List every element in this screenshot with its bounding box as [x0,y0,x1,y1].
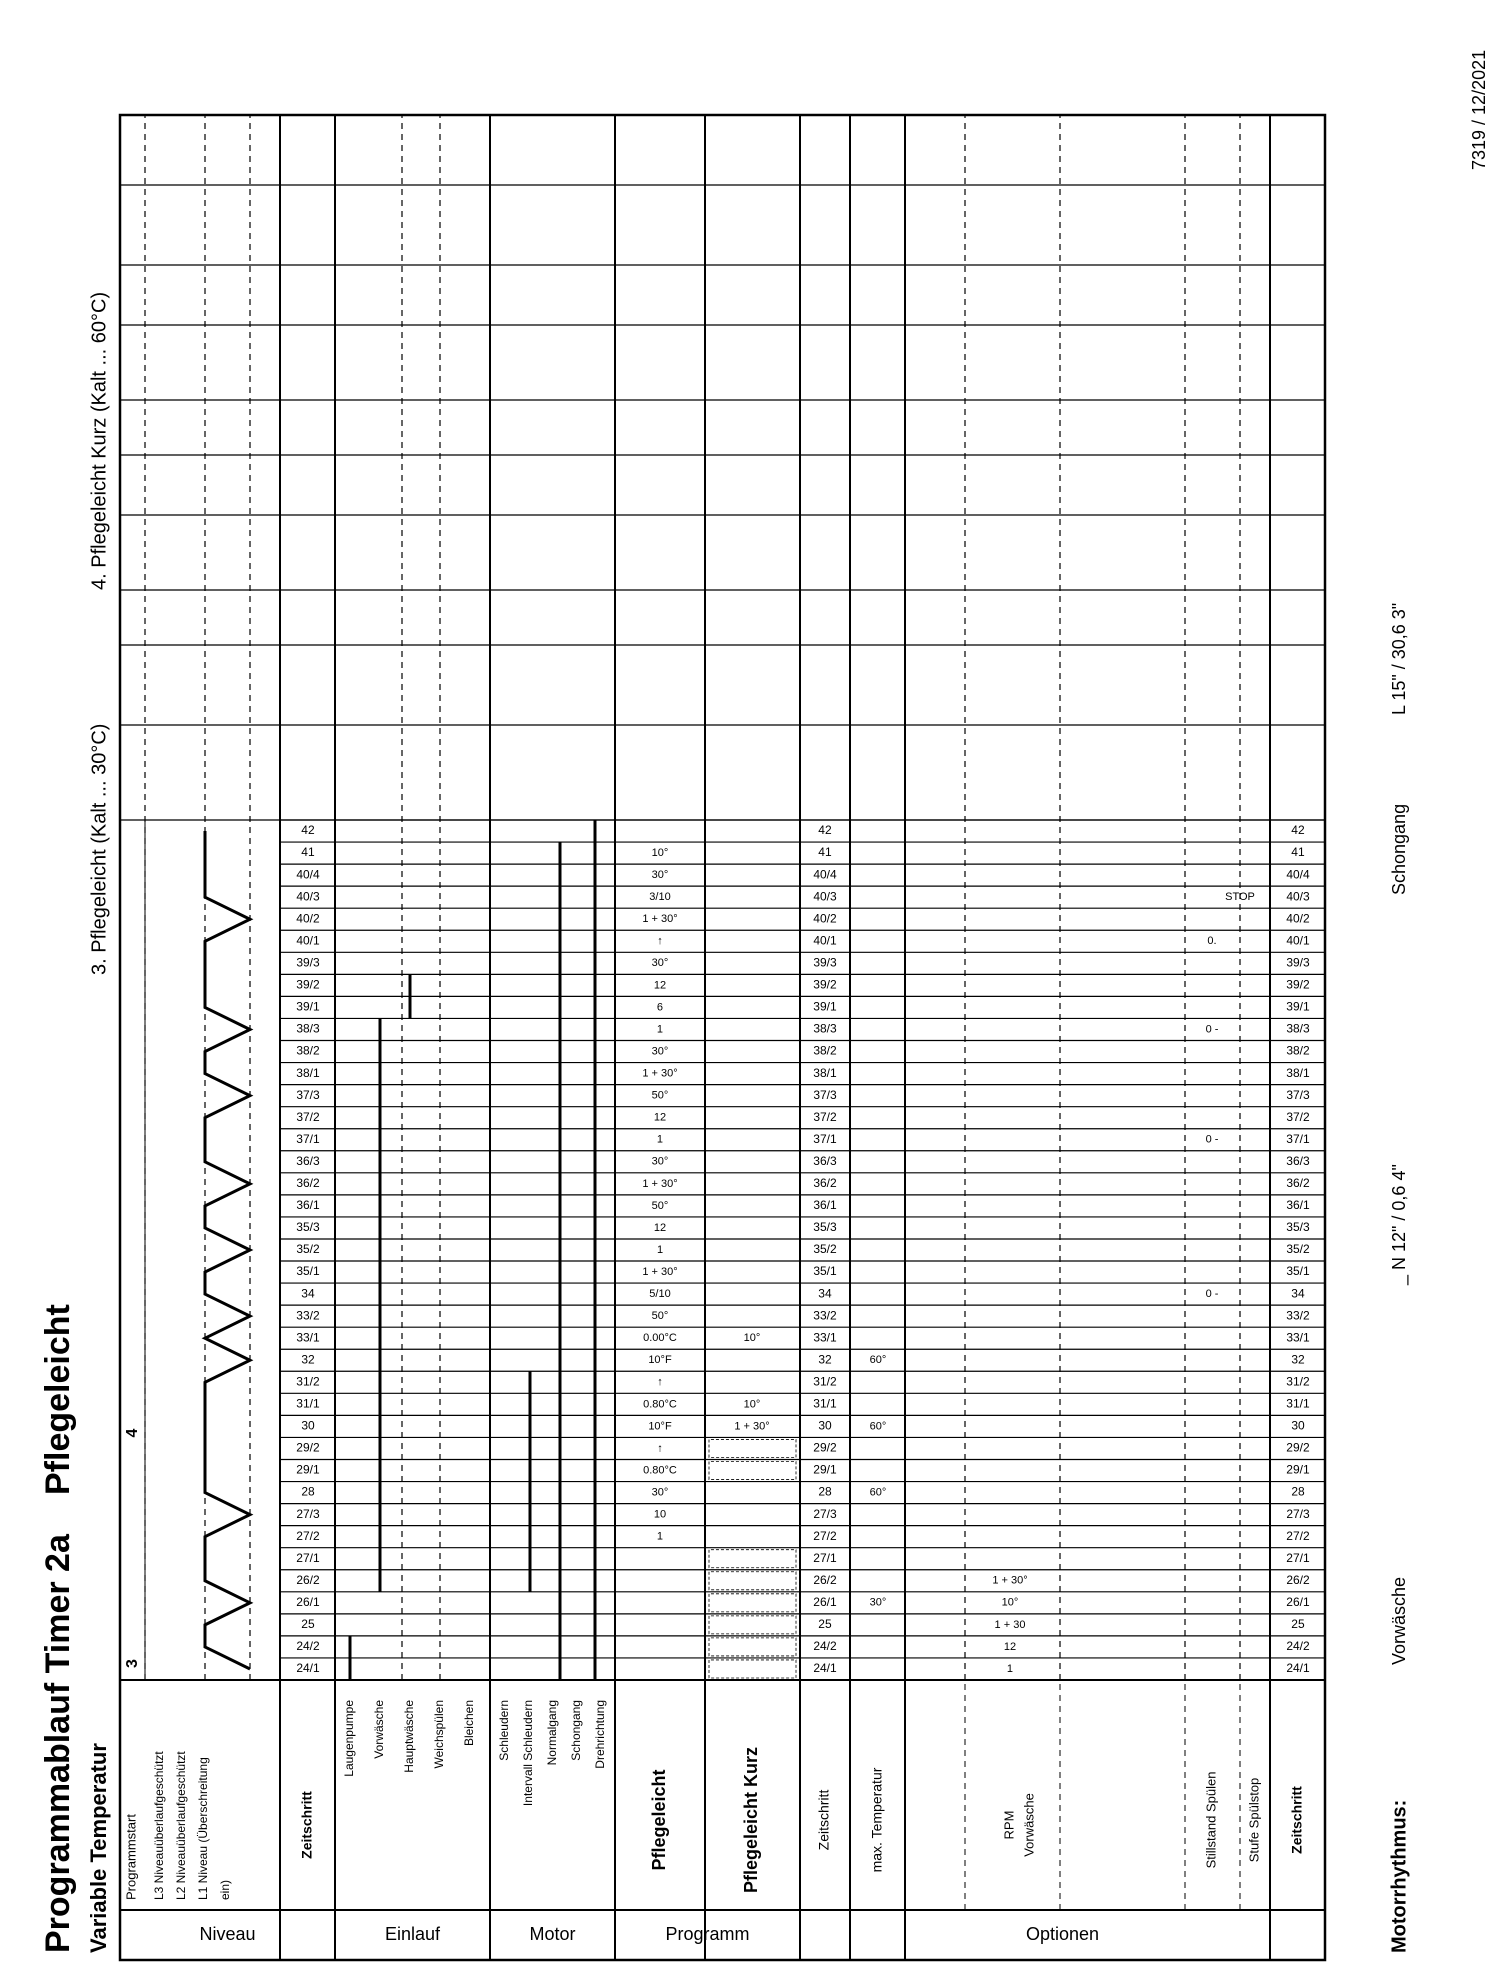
footer-schon-values: L 15" / 30,6 3" [1388,602,1409,715]
zeitschritt-cell-3: 30 [1291,1418,1305,1433]
timer-grid [120,115,1325,1960]
section-programm: Programm [665,1923,750,1944]
footer-normal: _ N 12" / 0,6 4" [1388,1164,1409,1285]
zeitschritt-cell-2: 36/3 [813,1153,837,1168]
zeitschritt-cell-3: 40/4 [1286,867,1310,882]
zeitschritt-cell-3: 29/1 [1286,1462,1310,1477]
pflegeleicht-value: 12 [653,1111,667,1124]
pflegeleicht-value: 30° [651,1045,669,1058]
rpm-value: 10° [1001,1596,1019,1609]
zeitschritt-cell-3: 38/1 [1286,1065,1310,1080]
pflegeleicht-value: 0.00°C [643,1332,677,1345]
zeitschritt-cell-3: 40/2 [1286,911,1310,926]
stillstand-value: 0. [1207,935,1217,948]
kurz-value: 1 + 30° [734,1420,770,1433]
zeitschritt-cell-2: 35/2 [813,1242,837,1257]
zeitschritt-cell: 30 [301,1418,315,1433]
pflegeleicht-value: 12 [653,1221,667,1234]
zeitschritt-cell-3: 34 [1291,1286,1305,1301]
zeitschritt-cell-2: 32 [818,1352,832,1367]
kurz-hatch [709,1439,796,1457]
pflegeleicht-value: 5/10 [649,1288,671,1301]
zeitschritt-cell-2: 38/2 [813,1043,837,1058]
zeitschritt-cell: 27/2 [296,1528,320,1543]
zeitschritt-cell: 29/1 [296,1462,320,1477]
zeitschritt-cell-3: 36/3 [1286,1153,1310,1168]
zeitschritt-cell-2: 42 [818,823,832,838]
zeitschritt-cell-3: 26/2 [1286,1572,1310,1587]
zeitschritt-cell-2: 31/2 [813,1374,837,1389]
zeitschritt-cell-2: 40/1 [813,933,837,948]
header-program-4: 4. Pflegeleicht Kurz (Kalt ... 60°C) [88,291,111,590]
zeitschritt-cell-2: 35/3 [813,1220,837,1235]
pflegeleicht-value: 30° [651,1486,669,1499]
zeitschritt-cell-2: 37/3 [813,1087,837,1102]
step-header-3: 3 [124,1659,142,1668]
pflegeleicht-value: 30° [651,869,669,882]
temperature-value: 60° [869,1354,887,1367]
zeitschritt-cell-3: 29/2 [1286,1440,1310,1455]
header-program-3: 3. Pflegeleicht (Kalt ... 30°C) [88,723,111,975]
zeitschritt-cell: 24/2 [296,1639,320,1654]
zeitschritt-cell: 40/1 [296,933,320,948]
zeitschritt-cell: 33/1 [296,1330,320,1345]
zeitschritt-cell-3: 37/3 [1286,1087,1310,1102]
label-stillstand: Stillstand Spülen [1203,1771,1219,1869]
pflegeleicht-value: 30° [651,957,669,970]
zeitschritt-cell-3: 38/2 [1286,1043,1310,1058]
zeitschritt-cell-2: 33/1 [813,1330,837,1345]
zeitschritt-cell: 26/2 [296,1572,320,1587]
zeitschritt-cell: 34 [301,1286,315,1301]
zeitschritt-cell-3: 40/3 [1286,889,1310,904]
section-optionen: Optionen [1025,1923,1100,1944]
label-einlauf-item: Vorwäsche [372,1700,387,1759]
label-einlauf-item: Weichspülen [432,1700,447,1769]
zeitschritt-cell: 31/1 [296,1396,320,1411]
zeitschritt-cell-3: 36/1 [1286,1198,1310,1213]
zeitschritt-cell: 37/1 [296,1131,320,1146]
pflegeleicht-value: ↑ [657,1442,663,1455]
zeitschritt-cell-2: 24/2 [813,1639,837,1654]
pflegeleicht-value: 10° [651,846,669,859]
label-niveau-item: L3 Niveauüberlaufgeschützt [152,1751,167,1900]
zeitschritt-cell-3: 35/3 [1286,1220,1310,1235]
kurz-value: 10° [743,1332,761,1345]
pflegeleicht-value: 30° [651,1155,669,1168]
zeitschritt-cell-2: 37/2 [813,1109,837,1124]
pflegeleicht-value: 6 [656,1001,664,1014]
zeitschritt-cell-3: 40/1 [1286,933,1310,948]
temperature-value: 60° [869,1420,887,1433]
zeitschritt-cell-3: 38/3 [1286,1021,1310,1036]
zeitschritt-cell-3: 33/1 [1286,1330,1310,1345]
zeitschritt-cell: 24/1 [296,1661,320,1676]
label-zeitschritt-2: Zeitschritt [815,1789,832,1851]
kurz-hatch [709,1550,796,1568]
zeitschritt-cell-2: 25 [818,1617,832,1632]
temperature-value: 30° [869,1596,887,1609]
label-programmstart: Programmstart [123,1814,139,1900]
zeitschritt-cell-2: 41 [818,845,832,860]
zeitschritt-cell-2: 34 [818,1286,832,1301]
zeitschritt-cell-2: 27/1 [813,1550,837,1565]
label-rpm: RPM [1001,1810,1017,1840]
zeitschritt-cell: 29/2 [296,1440,320,1455]
zeitschritt-cell-2: 27/2 [813,1528,837,1543]
footer-group [1388,603,1410,1953]
zeitschritt-cell: 35/2 [296,1242,320,1257]
zeitschritt-cell: 39/3 [296,955,320,970]
zeitschritt-cell-3: 35/2 [1286,1242,1310,1257]
zeitschritt-cell-2: 36/1 [813,1198,837,1213]
pflegeleicht-value: ↑ [657,1376,663,1389]
zeitschritt-cell-2: 27/3 [813,1506,837,1521]
zeitschritt-cell-2: 31/1 [813,1396,837,1411]
stillstand-value: 0 - [1205,1133,1219,1146]
zeitschritt-cell-3: 26/1 [1286,1594,1310,1609]
label-einlauf-item: Bleichen [462,1700,477,1747]
zeitschritt-cell-3: 31/2 [1286,1374,1310,1389]
label-temperatur: max. Temperatur [868,1767,885,1873]
zeitschritt-cell-2: 39/2 [813,977,837,992]
zeitschritt-cell: 26/1 [296,1594,320,1609]
zeitschritt-cell-3: 36/2 [1286,1176,1310,1191]
label-pflegeleicht: Pflegeleicht [648,1769,669,1871]
zeitschritt-cell-2: 40/4 [813,867,837,882]
section-niveau: Niveau [199,1923,256,1944]
pflegeleicht-value: 10 [653,1508,667,1521]
label-niveau-item: ein) [218,1879,233,1900]
kurz-hatch [709,1660,796,1678]
zeitschritt-cell-2: 35/1 [813,1264,837,1279]
zeitschritt-cell-3: 32 [1291,1352,1305,1367]
label-einlauf-item: Hauptwäsche [402,1700,417,1773]
zeitschritt-cell: 27/3 [296,1506,320,1521]
rpm-value: 1 + 30 [994,1618,1026,1631]
kurz-hatch [709,1616,796,1634]
kurz-hatch [709,1638,796,1656]
footer-schongang: Schongang [1388,803,1409,895]
zeitschritt-cell-3: 28 [1291,1484,1305,1499]
spuelstop-value: STOP [1225,891,1255,904]
niveau-curve [205,831,250,1669]
zeitschritt-cell: 35/1 [296,1264,320,1279]
zeitschritt-cell: 38/2 [296,1043,320,1058]
rotated-sheet [39,50,1489,1960]
zeitschritt-cell: 36/3 [296,1153,320,1168]
label-zeitschritt-3: Zeitschritt [1288,1786,1305,1854]
zeitschritt-cell: 25 [301,1617,315,1632]
label-motor-item: Drehrichtung [593,1700,608,1769]
footer-motor-label: Motorrhythmus: [1388,1799,1411,1953]
zeitschritt-cell: 38/1 [296,1065,320,1080]
label-vorwaesche: Vorwäsche [1021,1793,1037,1857]
zeitschritt-cell: 28 [301,1484,315,1499]
pflegeleicht-value: 10°F [648,1354,672,1367]
rpm-value: 12 [1003,1640,1017,1653]
zeitschritt-cell: 39/2 [296,977,320,992]
zeitschritt-cell: 42 [301,823,315,838]
label-spuelstop: Stufe Spülstop [1246,1777,1262,1863]
kurz-value: 10° [743,1398,761,1411]
pflegeleicht-value: 0.80°C [643,1398,677,1411]
document-subtitle: Variable Temperatur [85,1743,111,1953]
zeitschritt-cell: 38/3 [296,1021,320,1036]
zeitschritt-cell: 31/2 [296,1374,320,1389]
label-motor-item: Schongang [569,1700,584,1761]
zeitschritt-cell: 40/2 [296,911,320,926]
zeitschritt-cell-3: 37/1 [1286,1131,1310,1146]
section-einlauf: Einlauf [384,1923,441,1944]
zeitschritt-cell-2: 26/1 [813,1594,837,1609]
zeitschritt-cell-2: 38/1 [813,1065,837,1080]
zeitschritt-cell: 40/3 [296,889,320,904]
zeitschritt-cell-3: 33/2 [1286,1308,1310,1323]
zeitschritt-cell-2: 39/3 [813,955,837,970]
zeitschritt-cell-2: 40/2 [813,911,837,926]
zeitschritt-cell: 36/1 [296,1198,320,1213]
zeitschritt-cell: 41 [301,845,315,860]
zeitschritt-cell-3: 37/2 [1286,1109,1310,1124]
zeitschritt-cell-2: 37/1 [813,1131,837,1146]
pflegeleicht-value: 50° [651,1310,669,1323]
zeitschritt-cell-3: 41 [1291,845,1305,860]
label-motor-item: Schleudern [497,1700,512,1761]
zeitschritt-cell-2: 26/2 [813,1572,837,1587]
pflegeleicht-value: 50° [651,1089,669,1102]
zeitschritt-cell-2: 33/2 [813,1308,837,1323]
document-code: 7319 / 12/2021 [1468,49,1489,170]
zeitschritt-cell-2: 38/3 [813,1021,837,1036]
label-einlauf-item: Laugenpumpe [342,1700,357,1777]
pflegeleicht-value: 1 + 30° [642,1177,678,1190]
program-name: Pflegeleicht [38,1304,77,1495]
zeitschritt-cell-3: 42 [1291,823,1305,838]
label-zeitschritt: Zeitschritt [298,1791,315,1859]
pflegeleicht-value: 1 [656,1133,664,1146]
zeitschritt-cell: 40/4 [296,867,320,882]
stillstand-value: 0 - [1205,1023,1219,1036]
zeitschritt-cell-2: 29/1 [813,1462,837,1477]
footer-vorwaesche: Vorwäsche [1388,1576,1409,1665]
zeitschritt-cell-2: 30 [818,1418,832,1433]
temperature-value: 60° [869,1486,887,1499]
zeitschritt-cell-3: 31/1 [1286,1396,1310,1411]
zeitschritt-cell: 37/2 [296,1109,320,1124]
grid-frame [120,115,1325,1960]
grid-content [123,820,1310,1944]
zeitschritt-cell: 37/3 [296,1087,320,1102]
zeitschritt-cell-2: 39/1 [813,999,837,1014]
zeitschritt-cell-3: 39/2 [1286,977,1310,992]
zeitschritt-cell-2: 36/2 [813,1176,837,1191]
stillstand-value: 0 - [1205,1288,1219,1301]
pflegeleicht-value: 1 + 30° [642,1067,678,1080]
zeitschritt-cell-3: 27/2 [1286,1528,1310,1543]
zeitschritt-cell-3: 27/3 [1286,1506,1310,1521]
section-motor: Motor [529,1923,576,1944]
zeitschritt-cell-3: 24/2 [1286,1639,1310,1654]
zeitschritt-cell-3: 35/1 [1286,1264,1310,1279]
zeitschritt-cell: 32 [301,1352,315,1367]
zeitschritt-cell: 35/3 [296,1220,320,1235]
rpm-value: 1 + 30° [992,1574,1028,1587]
label-motor-item: Intervall Schleudern [521,1700,536,1807]
pflegeleicht-value: 10°F [648,1420,672,1433]
zeitschritt-cell-2: 24/1 [813,1661,837,1676]
zeitschritt-cell-3: 25 [1291,1617,1305,1632]
pflegeleicht-value: 1 [656,1023,664,1036]
zeitschritt-cell: 27/1 [296,1550,320,1565]
pflegeleicht-value: 1 + 30° [642,1265,678,1278]
kurz-hatch [709,1594,796,1612]
zeitschritt-cell: 33/2 [296,1308,320,1323]
title-group [39,50,1489,1953]
pflegeleicht-value: 50° [651,1199,669,1212]
zeitschritt-cell-3: 24/1 [1286,1661,1310,1676]
pflegeleicht-value: ↑ [657,935,663,948]
zeitschritt-cell-3: 27/1 [1286,1550,1310,1565]
zeitschritt-cell: 36/2 [296,1176,320,1191]
zeitschritt-cell-2: 40/3 [813,889,837,904]
pflegeleicht-value: 1 [656,1243,664,1256]
pflegeleicht-value: 0.80°C [643,1464,677,1477]
pflegeleicht-value: 1 + 30° [642,913,678,926]
rpm-value: 1 [1006,1662,1014,1675]
pflegeleicht-value: 3/10 [649,891,671,904]
zeitschritt-cell-2: 28 [818,1484,832,1499]
label-niveau-item: L2 Niveauüberlaufgeschützt [174,1751,189,1900]
label-niveau-item: L1 Niveau (Überschreitung [196,1757,211,1900]
zeitschritt-cell-2: 29/2 [813,1440,837,1455]
label-motor-item: Normalgang [545,1700,560,1766]
kurz-hatch [709,1461,796,1479]
pflegeleicht-value: 12 [653,979,667,992]
document-title: Programmablauf Timer 2a [38,1534,77,1953]
zeitschritt-cell: 39/1 [296,999,320,1014]
zeitschritt-cell-3: 39/1 [1286,999,1310,1014]
pflegeleicht-value: 1 [656,1530,664,1543]
label-pflegeleicht-kurz: Pflegeleicht Kurz [740,1746,761,1894]
zeitschritt-cell-3: 39/3 [1286,955,1310,970]
step-header-4: 4 [124,1428,142,1438]
kurz-hatch [709,1572,796,1590]
